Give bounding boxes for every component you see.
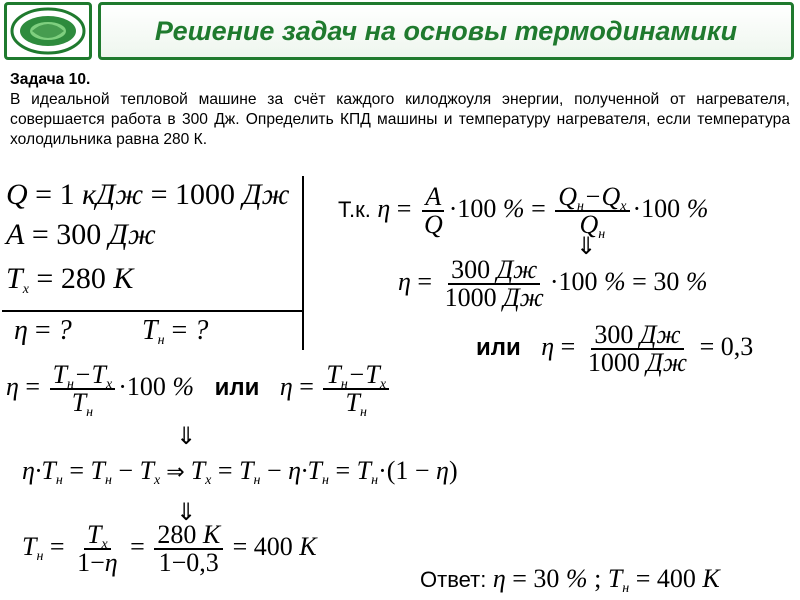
given-t-unit: К bbox=[113, 262, 134, 295]
given-vertical-line bbox=[302, 176, 304, 350]
given-a: A = 300 Дж bbox=[6, 218, 156, 251]
find-eta: η = ? bbox=[14, 315, 72, 346]
find-tn: $T_н$ = ? bbox=[142, 315, 209, 348]
derivation: $\eta\cdot T_н = T_н - T_x$ ⇒ $T_x = T_н - \eta\cdot T_н = T_н\cdot(1 - \eta)$ bbox=[22, 456, 458, 488]
page-title: Решение задач на основы термодинамики bbox=[154, 15, 738, 46]
given-q-unit2: Дж bbox=[242, 178, 290, 211]
given-divider bbox=[2, 310, 302, 312]
title-banner bbox=[98, 2, 794, 60]
dj-4: Дж bbox=[646, 348, 688, 377]
or-label-2: или bbox=[214, 373, 260, 401]
k-3: К bbox=[702, 564, 720, 593]
tk-label: Т.к. bbox=[338, 196, 371, 222]
dj-1: Дж bbox=[496, 255, 538, 284]
efficiency-formula: Т.к. η = $\frac{A}{Q}$ ·100 % = $\frac{Q_н-Q_x}{Q_н}$ ·100 % bbox=[338, 182, 709, 242]
pct-3: % bbox=[603, 266, 626, 296]
pct-5: % bbox=[172, 371, 195, 401]
find-eta-mark: ? bbox=[57, 315, 72, 346]
problem-statement bbox=[10, 70, 790, 150]
given-tx: $T_x = 280$ К bbox=[6, 262, 134, 297]
answer-label: Ответ: bbox=[420, 567, 487, 592]
efficiency-calc: η = $\frac{300 Дж}{1000 Дж}$ ·100 % = 30 % bbox=[398, 255, 708, 312]
logo bbox=[4, 2, 92, 60]
header bbox=[0, 0, 800, 64]
pct-2: % bbox=[686, 193, 709, 223]
given-a-unit: Дж bbox=[108, 218, 156, 251]
dj-2: Дж bbox=[503, 283, 544, 312]
problem-text: В идеальной тепловой машине за счёт каждого килоджоуля энергии, полученной от нагревателя, совершается работа в 300 Дж. Определить КПД машины и температуру нагревателя, если температура холодильника равна 280 К. bbox=[10, 91, 790, 148]
pct-6: % bbox=[565, 564, 588, 593]
given-q: Q = 1 кДж = 1000 Дж bbox=[6, 178, 290, 211]
pct-1: % bbox=[502, 193, 525, 223]
answer: Ответ: η = 30 % ; $T_н = 400$ К bbox=[420, 564, 720, 596]
given-q-unit: кДж bbox=[82, 178, 144, 211]
down-arrow-2-icon: ⇓ bbox=[176, 422, 197, 450]
k-2: К bbox=[299, 531, 317, 561]
down-arrow-1-icon: ⇓ bbox=[576, 232, 597, 260]
efficiency-alt: или η = $\frac{300 Дж}{1000 Дж}$ = 0,3 bbox=[476, 320, 754, 377]
implies-arrow-icon: ⇒ bbox=[166, 460, 185, 485]
tn-calc: $T_н$ = $\frac{T_x}{1-\eta}$ = $\frac{280 К}{1-0,3}$ = 400 К bbox=[22, 520, 317, 577]
logo-emblem-icon bbox=[7, 5, 89, 57]
or-label-1: или bbox=[476, 333, 521, 361]
problem-label: Задача 10. bbox=[10, 71, 91, 88]
find-tn-mark: ? bbox=[194, 315, 209, 346]
pct-4: % bbox=[685, 266, 708, 296]
dj-3: Дж bbox=[639, 320, 681, 349]
down-arrow-3-icon: ⇓ bbox=[176, 498, 197, 526]
k-1: К bbox=[202, 520, 221, 549]
carnot-formula: η = $\frac{T_н-T_x}{T_н}$ ·100 % или η = $\frac{T_н-T_x}{T_н}$ bbox=[6, 362, 392, 416]
